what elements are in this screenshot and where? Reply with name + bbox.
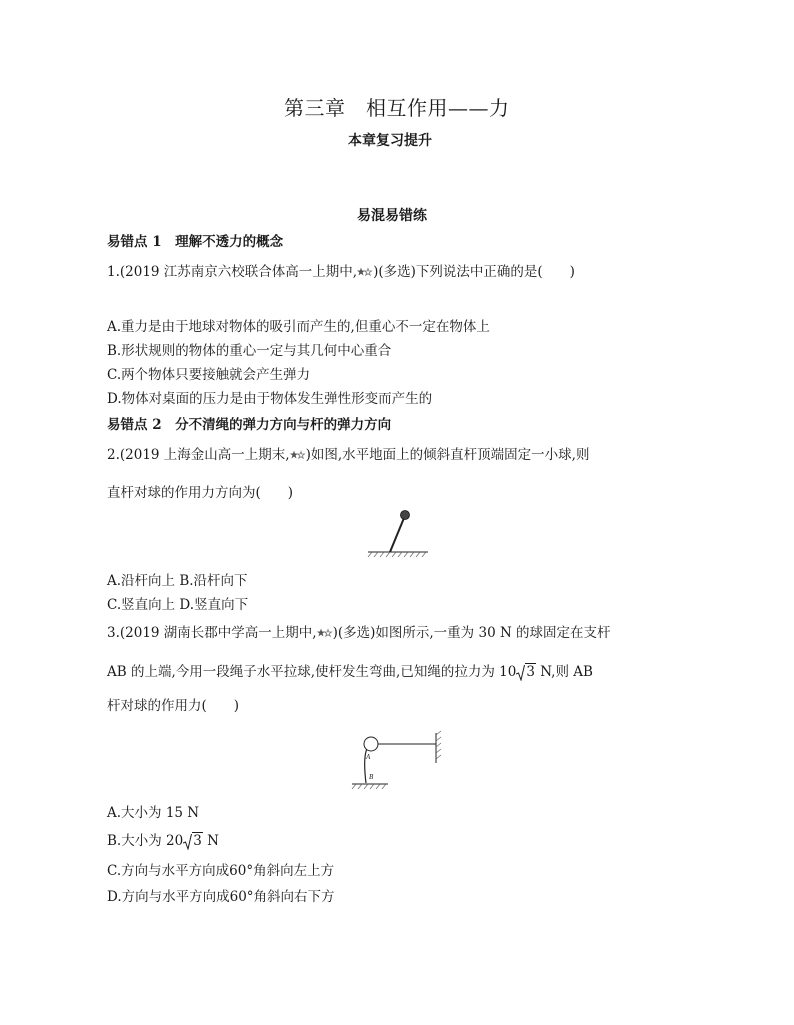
question-3-text-part: N,则 AB [535,664,593,680]
question-3-option-a: A.大小为 15 N [107,805,200,821]
inclined-rod-figure [364,506,432,558]
question-2-prompt: )如图,水平地面上的倾斜直杆顶端固定一小球,则 [305,447,590,463]
question-3-text-part: AB 的上端,今用一段绳子水平拉球,使杆发生弯曲,已知绳的拉力为 10 [107,664,517,680]
sqrt-symbol [516,664,536,680]
label-b: B [369,773,374,781]
option-b-unit: N [202,833,219,849]
question-3-stem [107,621,611,641]
option-b-text: B.大小为 20 [107,833,184,849]
question-2-options-ab: A.沿杆向上 B.沿杆向下 [107,573,248,589]
question-3-source: 3.(2019 湖南长郡中学高一上期中, [107,625,317,641]
question-2-stem [107,443,589,463]
sqrt-radicand: 3 [526,664,535,680]
section-title: 易混易错练 [357,208,427,224]
question-1-prompt: )(多选)下列说法中正确的是( ) [373,264,575,280]
question-2-source: 2.(2019 上海金山高一上期末, [107,447,290,463]
bent-rod-rope-figure [344,729,448,793]
question-1-stem [107,260,575,280]
page-subtitle: 本章复习提升 [348,133,432,149]
question-3-stem-line-3: 杆对球的作用力( ) [107,698,240,714]
question-1-option-a: A.重力是由于地球对物体的吸引而产生的,但重心不一定在物体上 [107,319,490,335]
question-3-stem-line-2 [107,660,593,680]
page-title: 第三章 相互作用——力 [284,96,510,120]
question-3-prompt: )(多选)如图所示,一重为 30 N 的球固定在支杆 [332,625,611,641]
difficulty-stars-icon [317,628,333,639]
question-3-option-d: D.方向与水平方向成60°角斜向右下方 [107,889,335,905]
question-1-option-c: C.两个物体只要接触就会产生弹力 [107,367,311,383]
question-2-options-cd: C.竖直向上 D.竖直向下 [107,597,249,613]
difficulty-stars-icon [357,267,373,278]
label-a: A [366,753,371,761]
error-point-1-heading: 易错点 1 理解不透力的概念 [107,234,284,250]
sqrt-symbol [183,833,203,849]
question-1-option-b: B.形状规则的物体的重心一定与其几何中心重合 [107,343,392,359]
difficulty-stars-icon [290,450,306,461]
question-1-source: 1.(2019 江苏南京六校联合体高一上期中, [107,264,358,280]
question-1-option-d: D.物体对桌面的压力是由于物体发生弹性形变而产生的 [107,391,433,407]
error-point-2-heading: 易错点 2 分不清绳的弹力方向与杆的弹力方向 [107,417,392,433]
question-2-stem-line-2: 直杆对球的作用力方向为( ) [107,485,294,501]
question-3-option-b [107,829,219,849]
sqrt-radicand: 3 [193,833,202,849]
question-3-option-c: C.方向与水平方向成60°角斜向左上方 [107,863,335,879]
